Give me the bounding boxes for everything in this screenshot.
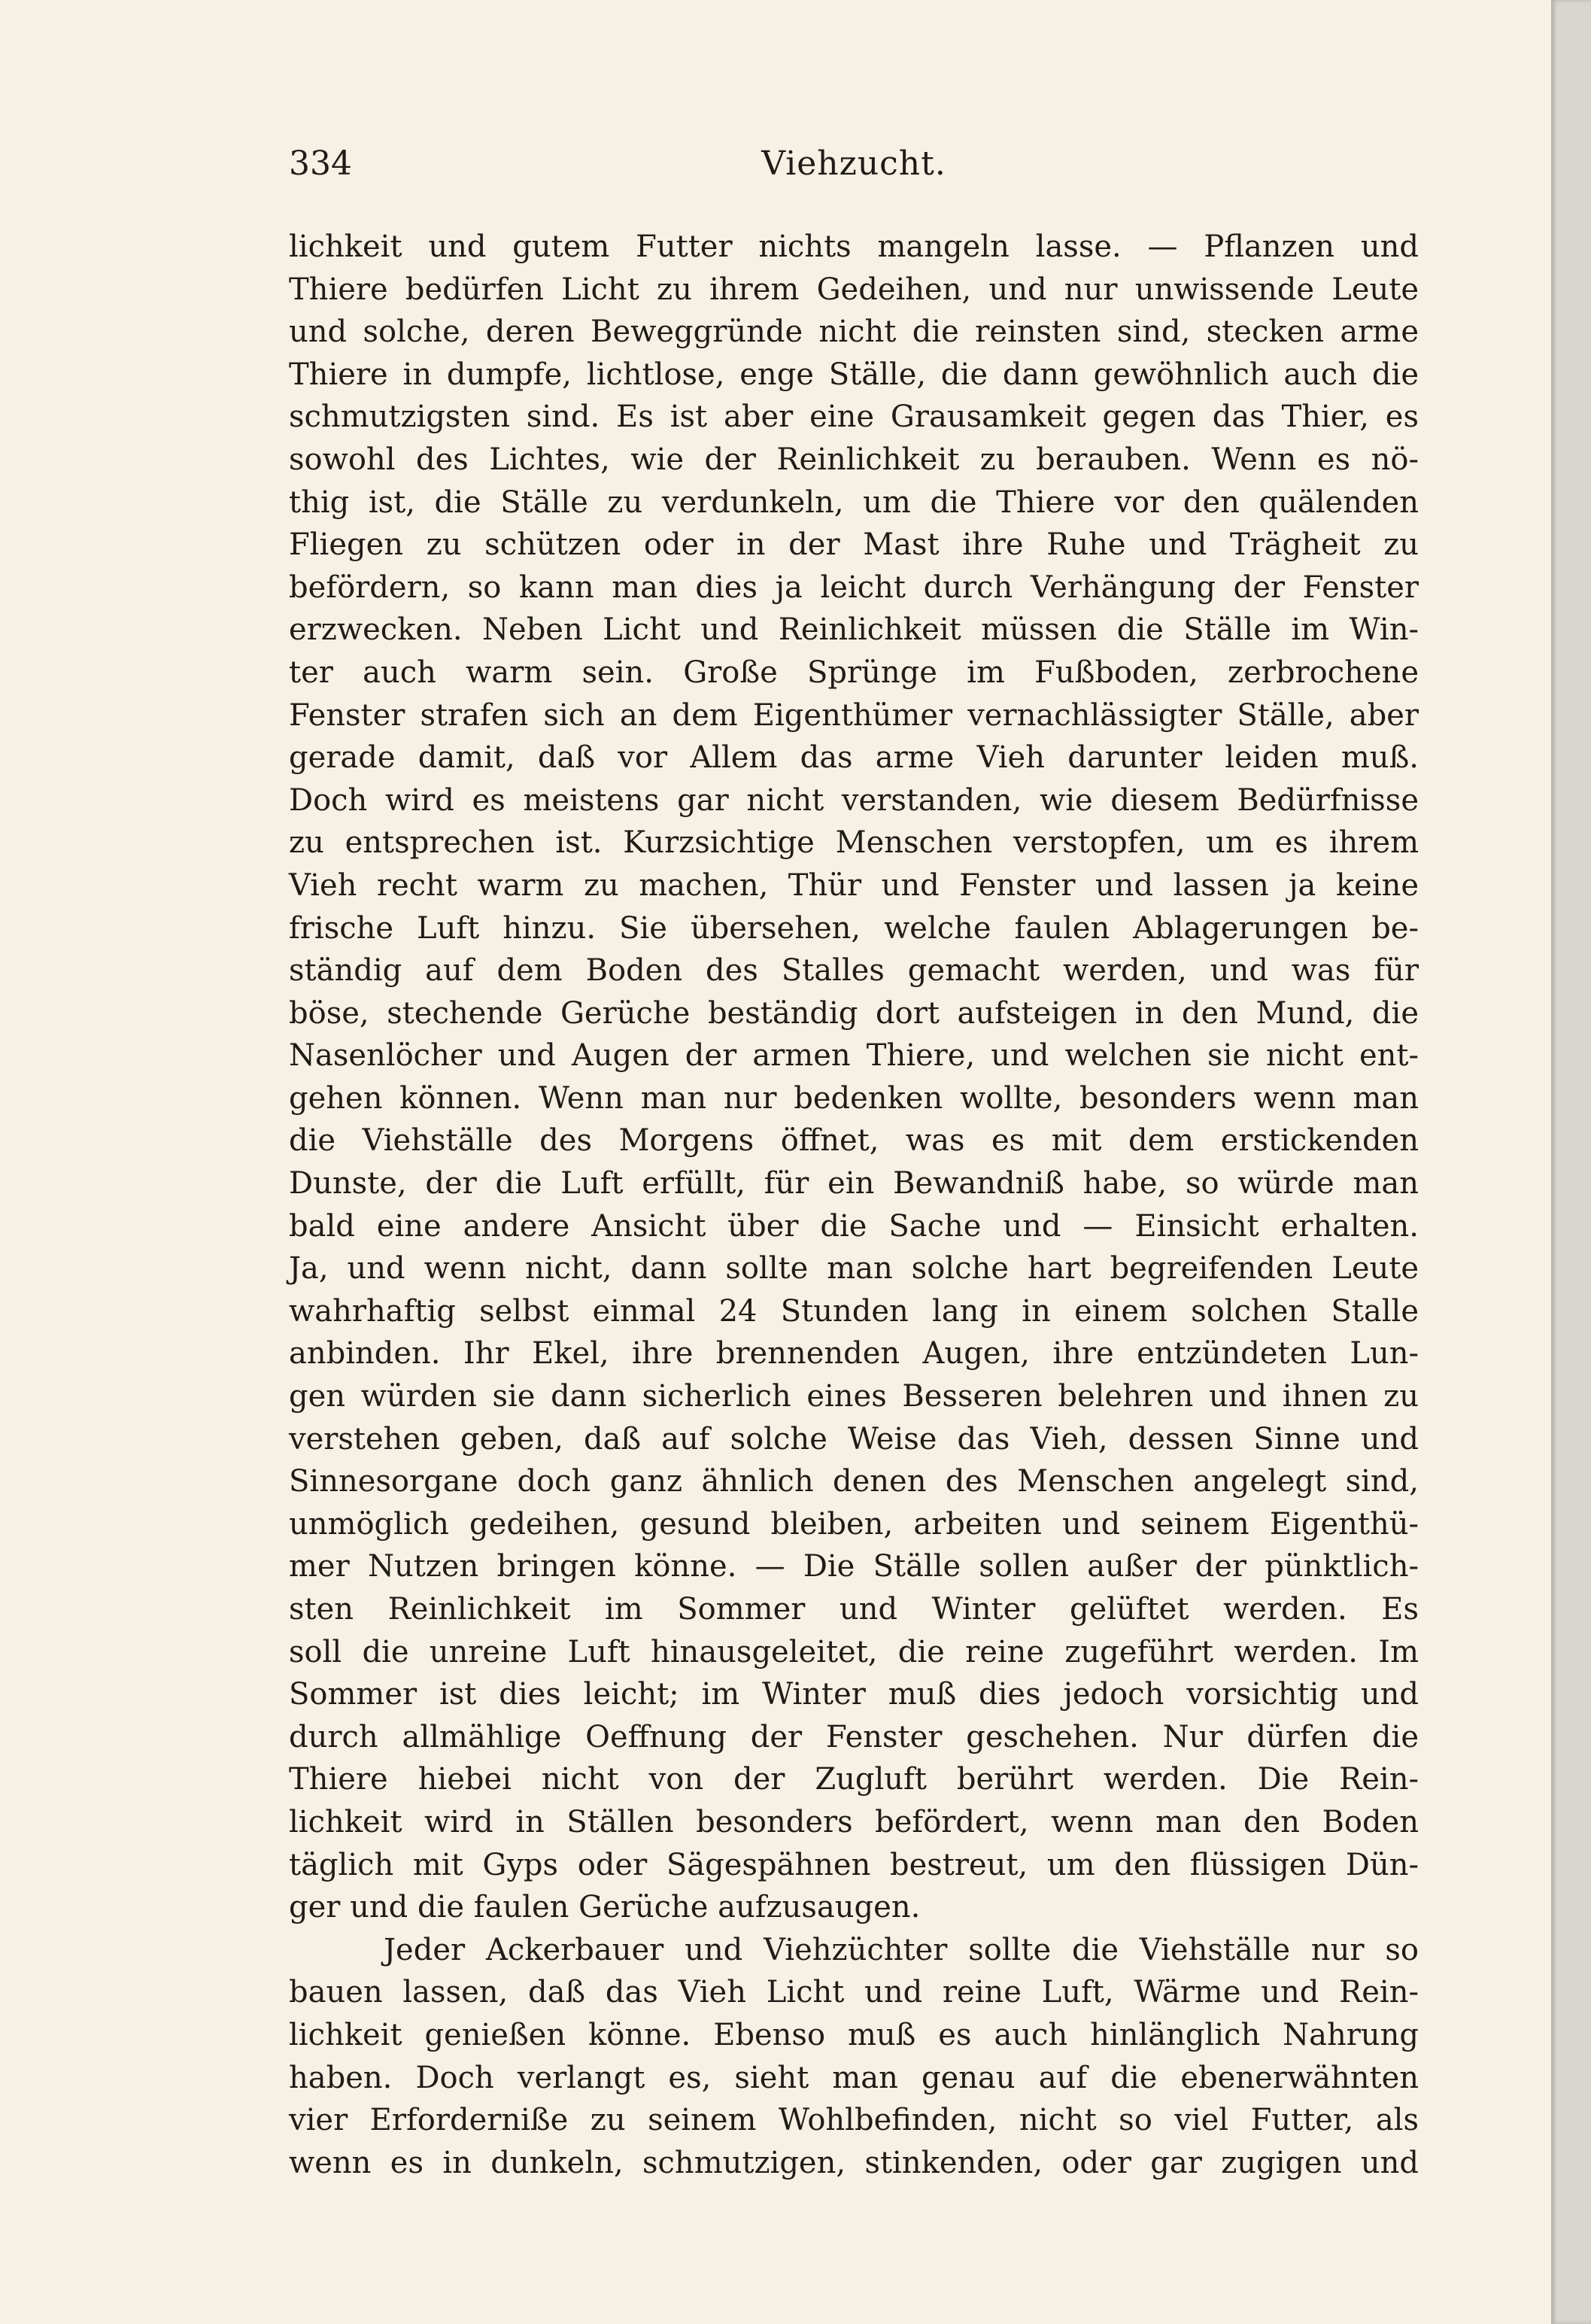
text-line: Thiere in dumpfe, lichtlose, enge Ställe, die dann gewöhnlich auch die — [289, 357, 1419, 392]
text-line: lichkeit genießen könne. Ebenso muß es auch hinlänglich Nahrung — [289, 2017, 1419, 2052]
text-line: gerade damit, daß vor Allem das arme Vieh darunter leiden muß. — [289, 740, 1419, 776]
page-number: 334 — [289, 144, 352, 183]
text-line: sten Reinlichkeit im Sommer und Winter gelüftet werden. Es — [289, 1592, 1419, 1627]
text-line: bald eine andere Ansicht über die Sache und — Einsicht erhalten. — [289, 1208, 1419, 1244]
text-line: haben. Doch verlangt es, sieht man genau auf die ebenerwähnten — [289, 2060, 1419, 2095]
text-line: zu entsprechen ist. Kurzsichtige Menschen verstopfen, um es ihrem — [289, 825, 1419, 861]
text-line: Fliegen zu schützen oder in der Mast ihre Ruhe und Trägheit zu — [289, 527, 1419, 563]
text-line: ständig auf dem Boden des Stalles gemacht werden, und was für — [289, 953, 1419, 989]
text-line: erzwecken. Neben Licht und Reinlichkeit müssen die Ställe im Win- — [289, 612, 1419, 648]
text-line: befördern, so kann man dies ja leicht durch Verhängung der Fenster — [289, 570, 1419, 605]
text-line: frische Luft hinzu. Sie übersehen, welche faulen Ablagerungen be- — [289, 910, 1419, 946]
text-line: vier Erforderniße zu seinem Wohlbefinden, nicht so viel Futter, als — [289, 2103, 1419, 2138]
page-header — [289, 144, 1419, 205]
body-text — [289, 226, 1419, 2184]
paragraph-start-line: Jeder Ackerbauer und Viehzüchter sollte die Viehställe nur so — [384, 1932, 1419, 1967]
text-line: soll die unreine Luft hinausgeleitet, die reine zugeführt werden. Im — [289, 1634, 1419, 1669]
text-line: böse, stechende Gerüche beständig dort aufsteigen in den Mund, die — [289, 995, 1419, 1031]
text-line: täglich mit Gyps oder Sägespähnen bestreut, um den flüssigen Dün- — [289, 1847, 1419, 1882]
text-line: lichkeit wird in Ställen besonders befördert, wenn man den Boden — [289, 1804, 1419, 1839]
text-line: durch allmählige Oeffnung der Fenster geschehen. Nur dürfen die — [289, 1719, 1419, 1754]
text-line: Thiere bedürfen Licht zu ihrem Gedeihen, und nur unwissende Leute — [289, 272, 1419, 307]
text-line: thig ist, die Ställe zu verdunkeln, um die Thiere vor den quälenden — [289, 485, 1419, 520]
text-line: Sommer ist dies leicht; im Winter muß dies jedoch vorsichtig und — [289, 1677, 1419, 1712]
paragraph-end-line: ger und die faulen Gerüche aufzusaugen. — [289, 1890, 921, 1925]
text-line: Doch wird es meistens gar nicht verstanden, wie diesem Bedürfnisse — [289, 782, 1419, 818]
text-line: gehen können. Wenn man nur bedenken wollte, besonders wenn man — [289, 1080, 1419, 1116]
running-title: Viehzucht. — [761, 144, 946, 183]
text-line: unmöglich gedeihen, gesund bleiben, arbeiten und seinem Eigenthü- — [289, 1506, 1419, 1542]
text-line: die Viehställe des Morgens öffnet, was es mit dem erstickenden — [289, 1123, 1419, 1159]
text-line: Sinnesorgane doch ganz ähnlich denen des Menschen angelegt sind, — [289, 1464, 1419, 1499]
text-line: bauen lassen, daß das Vieh Licht und reine Luft, Wärme und Rein- — [289, 1975, 1419, 2010]
text-line: schmutzigsten sind. Es ist aber eine Grausamkeit gegen das Thier, es — [289, 399, 1419, 435]
text-line: sowohl des Lichtes, wie der Reinlichkeit zu berauben. Wenn es nö- — [289, 442, 1419, 477]
text-line: anbinden. Ihr Ekel, ihre brennenden Augen, ihre entzündeten Lun- — [289, 1336, 1419, 1372]
text-line: Fenster strafen sich an dem Eigenthümer vernachlässigter Ställe, aber — [289, 697, 1419, 733]
text-line: verstehen geben, daß auf solche Weise das Vieh, dessen Sinne und — [289, 1421, 1419, 1457]
text-line: Dunste, der die Luft erfüllt, für ein Bewandniß habe, so würde man — [289, 1166, 1419, 1201]
text-line: Thiere hiebei nicht von der Zugluft berührt werden. Die Rein- — [289, 1762, 1419, 1797]
text-line: und solche, deren Beweggründe nicht die reinsten sind, stecken arme — [289, 314, 1419, 350]
text-line: ter auch warm sein. Große Sprünge im Fußboden, zerbrochene — [289, 655, 1419, 690]
text-line: gen würden sie dann sicherlich eines Besseren belehren und ihnen zu — [289, 1379, 1419, 1414]
text-line: Nasenlöcher und Augen der armen Thiere, und welchen sie nicht ent- — [289, 1038, 1419, 1074]
page-edge-shadow — [1551, 0, 1591, 2324]
text-line: mer Nutzen bringen könne. — Die Ställe sollen außer der pünktlich- — [289, 1549, 1419, 1584]
text-line: Ja, und wenn nicht, dann sollte man solche hart begreifenden Leute — [289, 1251, 1419, 1287]
text-line: wenn es in dunkeln, schmutzigen, stinkenden, oder gar zugigen und — [289, 2145, 1419, 2180]
text-line: lichkeit und gutem Futter nichts mangeln lasse. — Pflanzen und — [289, 229, 1419, 264]
text-line: Vieh recht warm zu machen, Thür und Fenster und lassen ja keine — [289, 867, 1419, 903]
text-line: wahrhaftig selbst einmal 24 Stunden lang in einem solchen Stalle — [289, 1293, 1419, 1329]
